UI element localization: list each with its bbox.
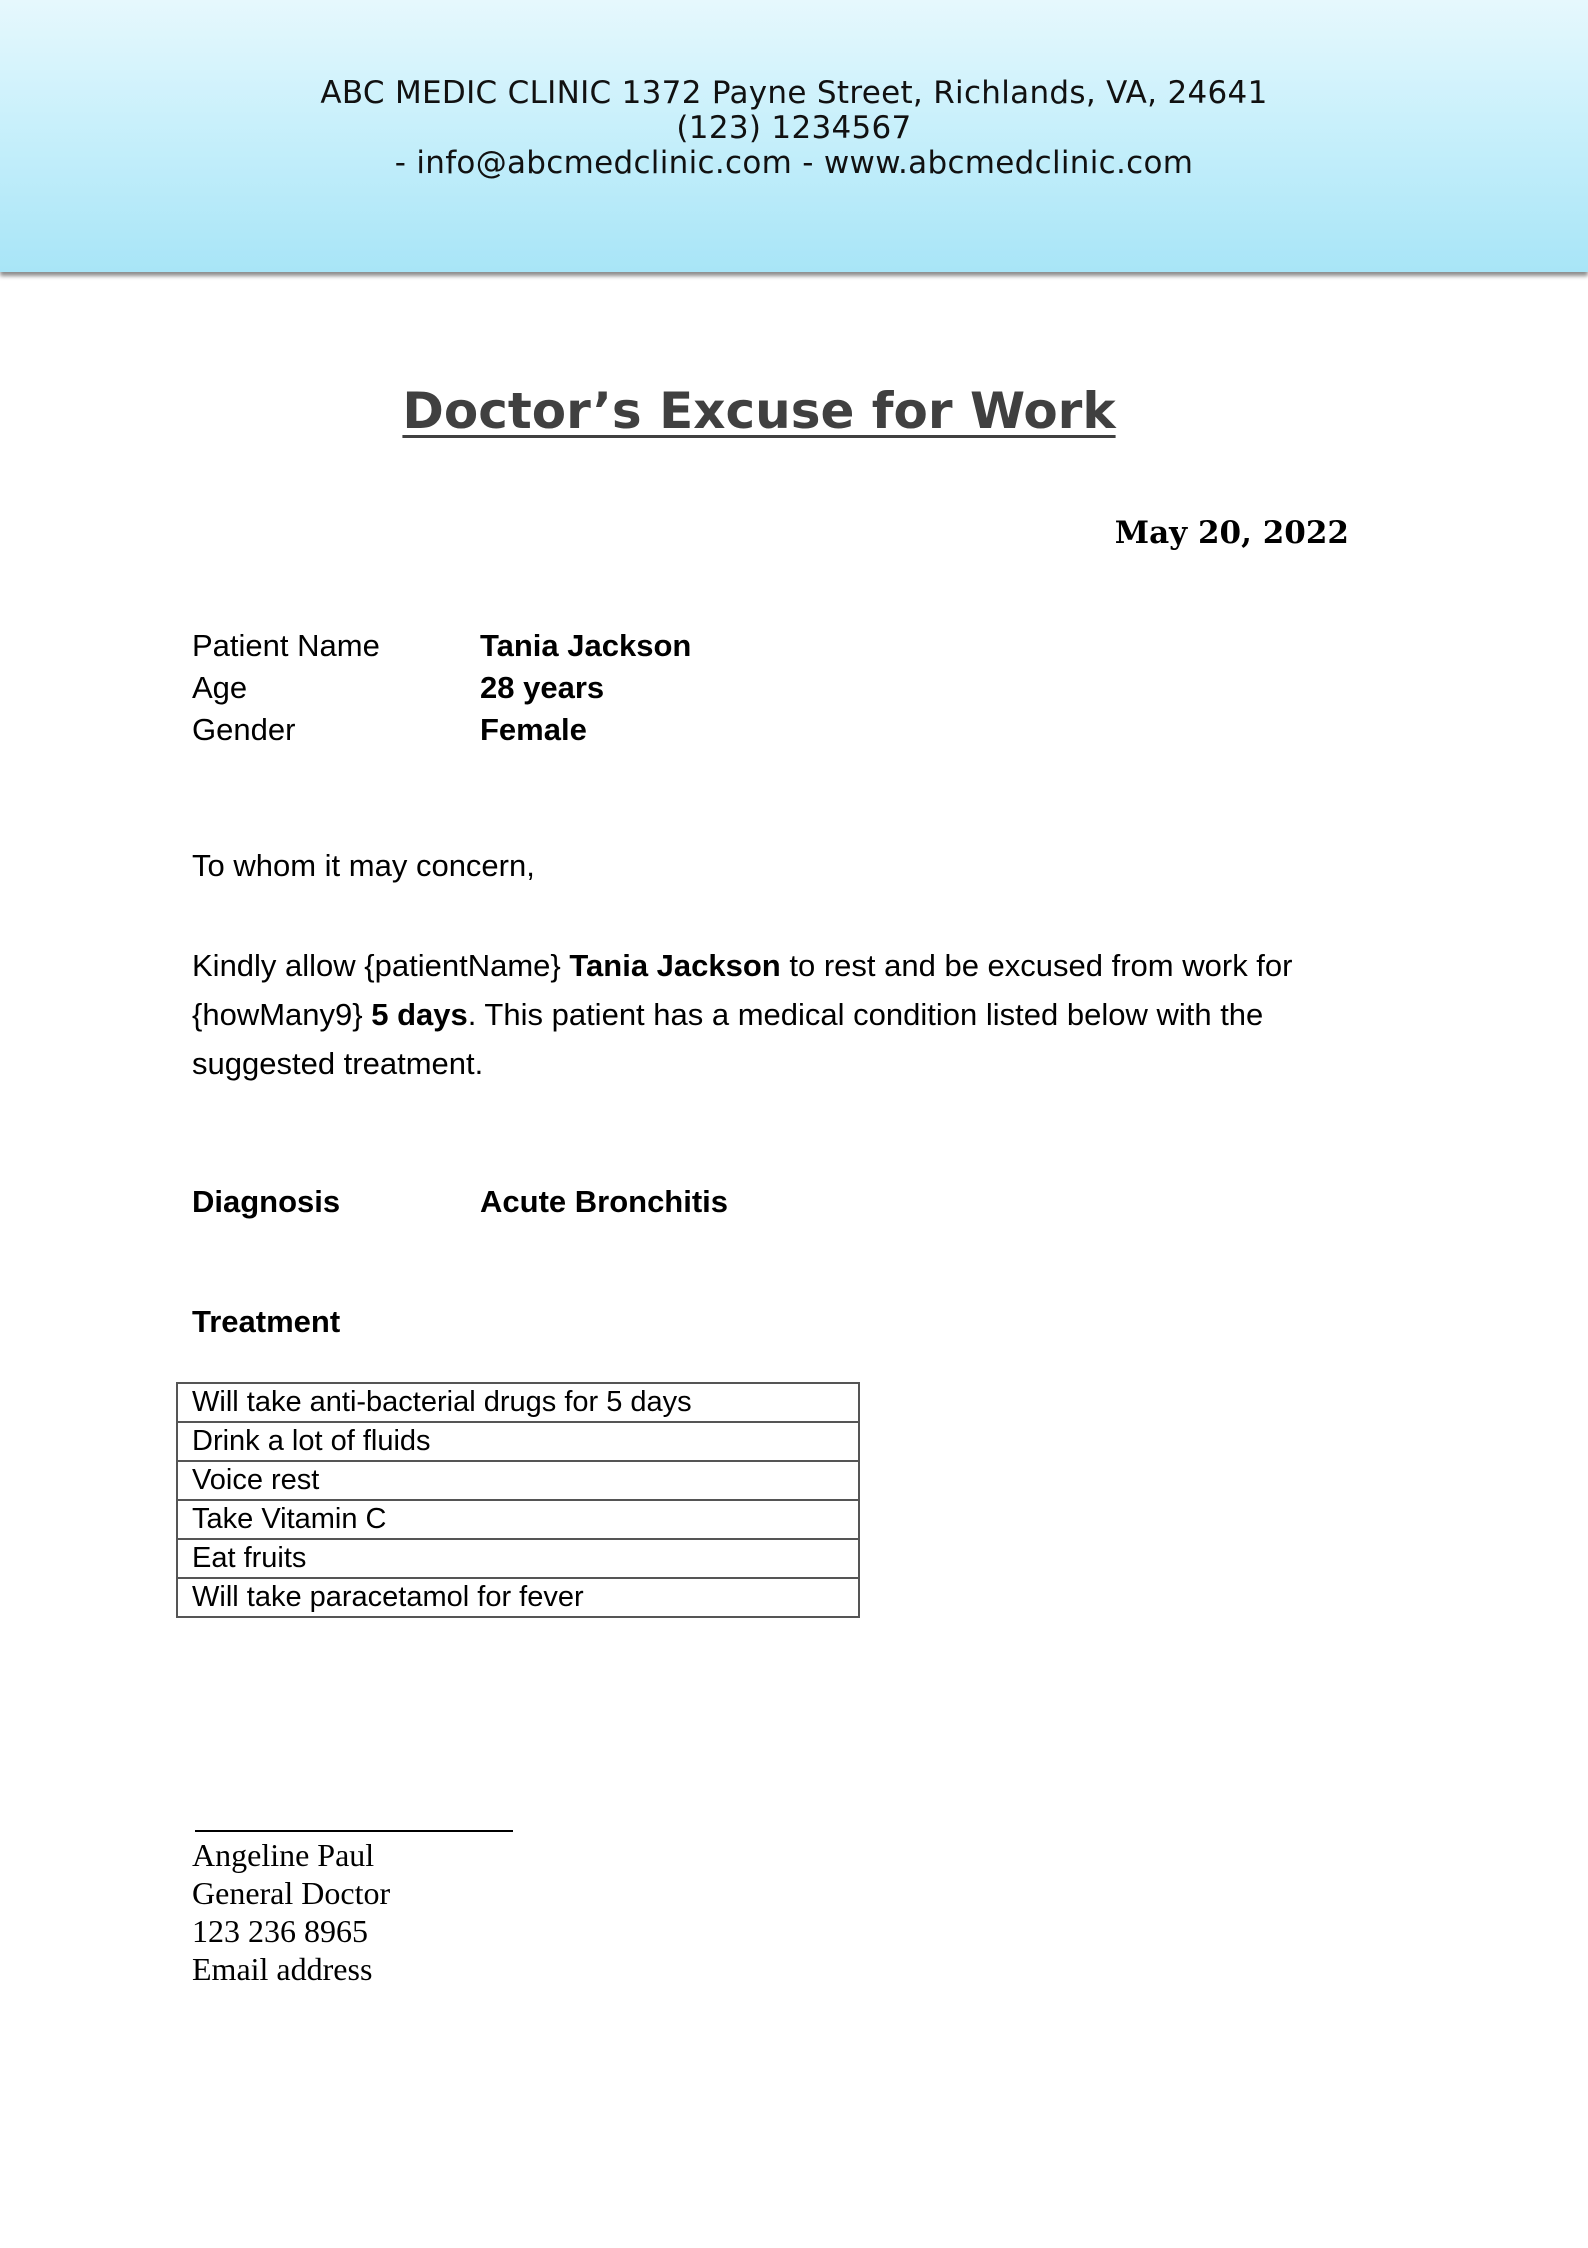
clinic-contact-block <box>0 76 1588 181</box>
treatment-table <box>176 1382 860 1618</box>
table-row <box>177 1461 859 1500</box>
table-row <box>177 1500 859 1539</box>
treatment-item: Take Vitamin C <box>177 1500 859 1539</box>
treatment-item: Will take paracetamol for fever <box>177 1578 859 1617</box>
clinic-web-contact: - info@abcmedclinic.com - www.abcmedclinic.com <box>394 145 1194 181</box>
letter-paragraph <box>192 941 1342 1088</box>
signature-block <box>192 1836 390 1988</box>
letter-salutation: To whom it may concern, <box>192 848 535 883</box>
diagnosis-value: Acute Bronchitis <box>480 1184 729 1219</box>
doctor-email: Email address <box>192 1951 373 1987</box>
doctor-phone: 123 236 8965 <box>192 1913 368 1949</box>
clinic-address: ABC MEDIC CLINIC 1372 Payne Street, Richlands, VA, 24641 <box>320 75 1268 111</box>
treatment-item: Voice rest <box>177 1461 859 1500</box>
table-row <box>177 1539 859 1578</box>
patient-name-label: Patient Name <box>192 628 380 663</box>
document-date: May 20, 2022 <box>1114 515 1349 551</box>
treatment-item: Drink a lot of fluids <box>177 1422 859 1461</box>
table-row <box>177 1383 859 1422</box>
doctor-name: Angeline Paul <box>192 1837 375 1873</box>
signature-line <box>195 1830 513 1832</box>
paragraph-line-2 <box>192 990 1342 1039</box>
document-title: Doctor’s Excuse for Work <box>402 382 1116 440</box>
paragraph-text: {howMany9} <box>192 997 372 1032</box>
treatment-heading: Treatment <box>192 1304 341 1339</box>
clinic-phone: (123) 1234567 <box>676 110 912 146</box>
patient-gender-label: Gender <box>192 712 296 747</box>
clinic-header <box>0 0 1588 272</box>
paragraph-text: Kindly allow {patientName} <box>192 948 570 983</box>
patient-gender-value: Female <box>480 712 587 747</box>
paragraph-text: to rest and be excused from work for <box>780 948 1293 983</box>
paragraph-text: . This patient has a medical condition listed below with the <box>467 997 1264 1032</box>
patient-age-value: 28 years <box>480 670 605 705</box>
treatment-item: Eat fruits <box>177 1539 859 1578</box>
paragraph-days: 5 days <box>371 997 468 1032</box>
diagnosis-label: Diagnosis <box>192 1184 341 1219</box>
doctor-role: General Doctor <box>192 1875 391 1911</box>
paragraph-patient-name: Tania Jackson <box>569 948 781 983</box>
treatment-item: Will take anti-bacterial drugs for 5 days <box>177 1383 859 1422</box>
diagnosis-row <box>192 1184 729 1220</box>
patient-name-value: Tania Jackson <box>480 628 692 663</box>
table-row <box>177 1422 859 1461</box>
paragraph-line-3: suggested treatment. <box>192 1046 484 1081</box>
patient-age-label: Age <box>192 670 248 705</box>
paragraph-line-1 <box>192 941 1342 990</box>
table-row <box>177 1578 859 1617</box>
